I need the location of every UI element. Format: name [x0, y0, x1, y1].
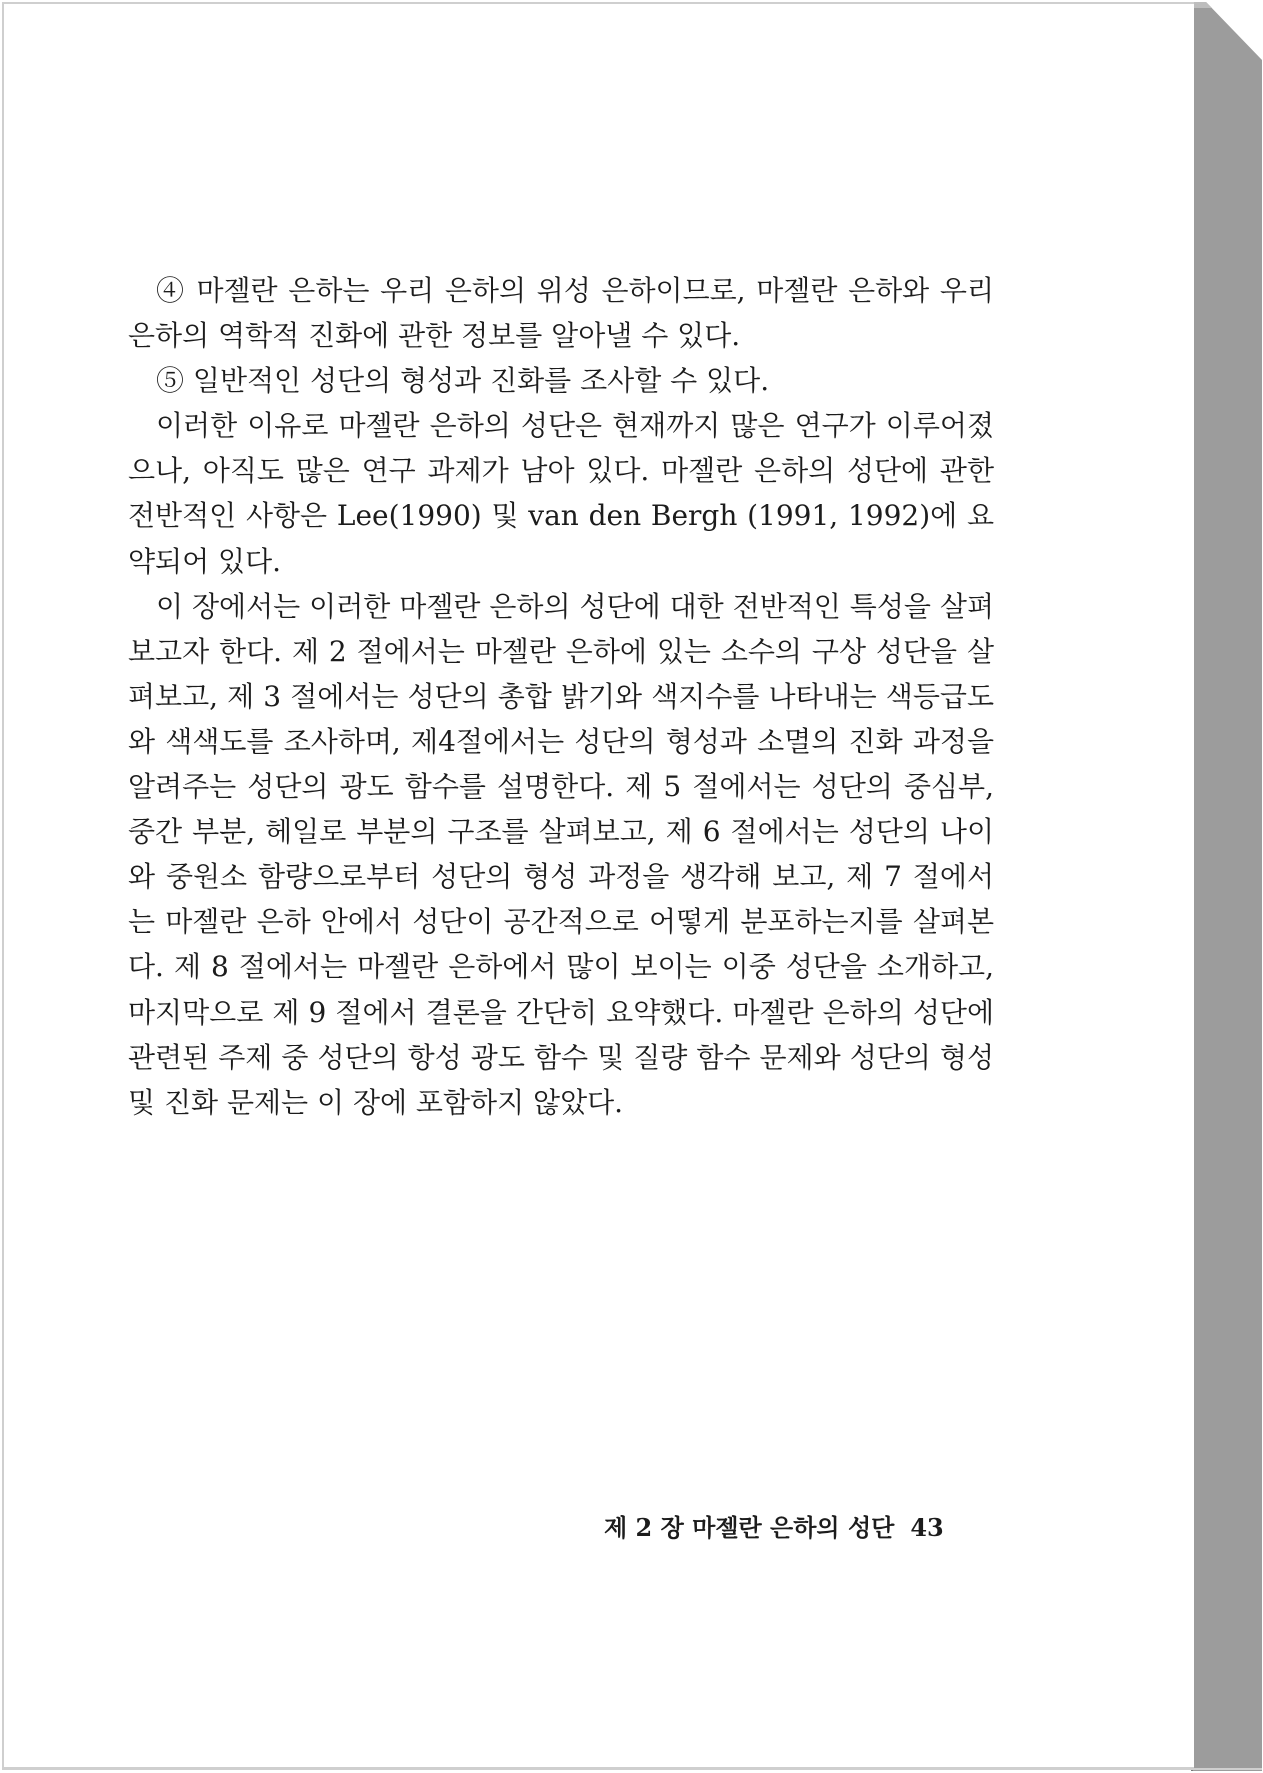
body-text — [128, 268, 994, 1125]
page-number: 43 — [910, 1513, 944, 1542]
paragraph-item-5: ⑤ 일반적인 성단의 형성과 진화를 조사할 수 있다. — [156, 364, 770, 398]
page-footer — [604, 1508, 944, 1543]
paragraph-research-summary: 이러한 이유로 마젤란 은하의 성단은 현재까지 많은 연구가 이루어졌으나, 아직도 많은 연구 과제가 남아 있다. 마젤란 은하의 성단에 관한 전반적인 사항은 Lee(1990) 및 van den Bergh (1991, 1992)에 요약되어 있다. — [128, 409, 994, 578]
paragraph-chapter-outline: 이 장에서는 이러한 마젤란 은하의 성단에 대한 전반적인 특성을 살펴보고자 한다. 제 2 절에서는 마젤란 은하에 있는 소수의 구상 성단을 살펴보고, 제 3 절에서는 성단의 총합 밝기와 색지수를 나타내는 색등급도와 색색도를 조사하며, 제4절에서는 성단의 형성과 소멸의 진화 과정을 알려주는 성단의 광도 함수를 설명한다. 제 5 절에서는 성단의 중심부, 중간 부분, 헤일로 부분의 구조를 살펴보고, 제 6 절에서는 성단의 나이와 중원소 함량으로부터 성단의 형성 과정을 생각해 보고, 제 7 절에서는 마젤란 은하 안에서 성단이 공간적으로 어떻게 분포하는지를 살펴본다. 제 8 절에서는 마젤란 은하에서 많이 보이는 이중 성단을 소개하고, 마지막으로 제 9 절에서 결론을 간단히 요약했다. 마젤란 은하의 성단에 관련된 주제 중 성단의 항성 광도 함수 및 질량 함수 문제와 성단의 형성 및 진화 문제는 이 장에 포함하지 않았다. — [128, 589, 994, 1119]
paragraph-item-4: ④ 마젤란 은하는 우리 은하의 위성 은하이므로, 마젤란 은하와 우리 은하의 역학적 진화에 관한 정보를 알아낼 수 있다. — [128, 274, 994, 353]
running-chapter-title: 제 2 장 마젤란 은하의 성단 — [604, 1513, 895, 1542]
